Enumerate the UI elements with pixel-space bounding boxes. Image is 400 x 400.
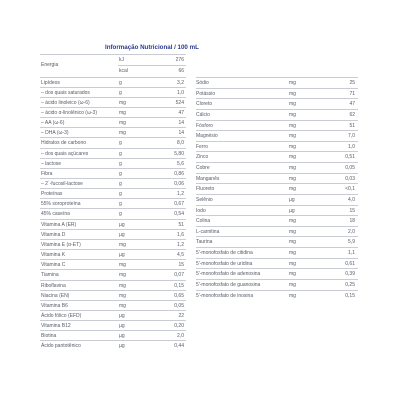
nutrient-name: Ferro xyxy=(196,143,208,150)
nutrient-value: 0,61 xyxy=(345,260,355,267)
nutrient-value: 0,67 xyxy=(174,201,184,208)
nutrient-value: 4,0 xyxy=(348,196,355,203)
nutrient-unit: mg xyxy=(289,250,296,257)
nutrient-unit: g xyxy=(119,211,122,218)
nutrient-unit: g xyxy=(119,89,122,96)
table-row xyxy=(196,205,358,216)
nutrient-name: 5'-monofosfato de guanosina xyxy=(196,281,261,288)
nutrient-name: – ácido α-linolênico (ω-3) xyxy=(41,109,97,116)
nutrient-name: Cloreto xyxy=(196,101,213,108)
nutrient-name: Hidratos de carbono xyxy=(41,140,87,147)
nutrient-name: Selênio xyxy=(196,196,213,203)
nutrient-unit: mg xyxy=(289,143,296,150)
nutrient-value: 7,0 xyxy=(348,133,355,140)
nutrient-unit: mg xyxy=(119,130,126,137)
table-row xyxy=(196,236,358,247)
nutrient-name: – DHA (ω-3) xyxy=(41,130,69,137)
nutrient-unit: mg xyxy=(289,122,296,129)
nutrient-unit: g xyxy=(119,191,122,198)
nutrient-unit: mg xyxy=(289,239,296,246)
nutrient-unit: µg xyxy=(119,231,125,238)
nutrient-unit: mg xyxy=(119,272,126,279)
nutrient-value: 0,07 xyxy=(174,272,184,279)
nutrient-name: Manganês xyxy=(196,175,220,182)
nutrient-value: 0,05 xyxy=(345,165,355,172)
nutrient-unit: mg xyxy=(289,260,296,267)
nutrient-value: 524 xyxy=(175,99,184,106)
table-row xyxy=(196,183,358,194)
nutrient-value: 5,80 xyxy=(174,150,184,157)
energy-kj-unit: kJ xyxy=(119,57,124,63)
nutrient-name: – dos quais saturados xyxy=(41,89,90,96)
nutrient-unit: mg xyxy=(289,271,296,278)
nutrient-unit: mg xyxy=(289,90,296,97)
nutrient-unit: g xyxy=(119,181,122,187)
nutrient-value: 22 xyxy=(178,312,184,319)
nutrient-unit: µg xyxy=(119,343,125,350)
nutrient-unit: µg xyxy=(119,252,125,259)
nutrient-unit: mg xyxy=(289,228,296,235)
nutrient-name: Sódio xyxy=(196,80,209,86)
nutrient-value: 0,06 xyxy=(174,181,184,187)
table-row xyxy=(196,247,358,258)
nutrient-value: 0,51 xyxy=(345,154,355,161)
nutrient-name: Proteínas xyxy=(41,191,63,198)
nutrient-name: Vitamina B12 xyxy=(41,323,71,330)
nutrient-name: Fósforo xyxy=(196,122,213,129)
nutrient-unit: µg xyxy=(289,196,295,203)
nutrient-value: 0,20 xyxy=(174,323,184,330)
nutrient-name: Cálcio xyxy=(196,111,210,118)
table-row xyxy=(196,194,358,205)
nutrient-value: 1,0 xyxy=(177,89,184,96)
nutrient-name: Vitamina A (ER) xyxy=(41,221,77,228)
nutrient-name: Vitamina B6 xyxy=(41,302,68,309)
nutrient-unit: µg xyxy=(119,333,125,340)
nutrient-value: 0,15 xyxy=(345,292,355,299)
energy-kcal-unit: kcal xyxy=(119,68,128,74)
nutrient-unit: mg xyxy=(119,292,126,299)
table-row xyxy=(196,109,358,120)
nutrient-unit: mg xyxy=(289,165,296,172)
nutrient-name: Potássio xyxy=(196,90,216,97)
nutrient-unit: g xyxy=(119,79,122,86)
table-row xyxy=(196,173,358,184)
nutrient-value: 8,0 xyxy=(177,140,184,147)
nutrient-unit: µg xyxy=(289,207,295,214)
nutrient-unit: g xyxy=(119,201,122,208)
energy-label: Energia xyxy=(41,62,59,68)
table-row xyxy=(196,151,358,162)
nutrient-name: 55% soroproteína xyxy=(41,201,81,208)
nutrient-unit: mg xyxy=(119,302,126,309)
nutrient-name: Taurina xyxy=(196,239,213,246)
table-row xyxy=(196,141,358,152)
nutrient-value: 5,6 xyxy=(177,160,184,167)
nutrient-unit: mg xyxy=(289,154,296,161)
nutrient-value: 1,0 xyxy=(348,143,355,150)
nutrient-unit: mg xyxy=(289,101,296,108)
nutrient-name: Ácido pantotênico xyxy=(41,343,81,350)
nutrient-name: Vitamina E (α-ET) xyxy=(41,241,81,248)
nutrient-value: 0,44 xyxy=(174,343,184,350)
nutrient-value: 14 xyxy=(178,130,184,137)
nutrient-unit: g xyxy=(119,140,122,147)
nutrient-value: 47 xyxy=(178,109,184,116)
nutrient-value: 62 xyxy=(349,111,355,118)
nutrient-value: 1,1 xyxy=(348,250,355,257)
nutrient-value: <0,1 xyxy=(345,186,355,193)
nutrient-value: 0,65 xyxy=(174,292,184,299)
nutrient-name: Vitamina D xyxy=(41,231,66,238)
nutrient-value: 14 xyxy=(178,120,184,127)
nutrient-name: Magnésio xyxy=(196,133,218,140)
table-row xyxy=(196,88,358,99)
nutrient-unit: mg xyxy=(119,262,126,269)
nutrient-unit: µg xyxy=(119,312,125,319)
energy-kcal-value: 66 xyxy=(178,68,184,74)
energy-kj-value: 276 xyxy=(175,57,184,63)
nutrient-name: Biotina xyxy=(41,333,57,340)
nutrient-value: 15 xyxy=(349,207,355,214)
nutrient-unit: g xyxy=(119,150,122,157)
nutrient-name: 5'-monofosfato de adenosina xyxy=(196,271,261,278)
nutrient-unit: mg xyxy=(119,120,126,127)
nutrient-unit: mg xyxy=(289,80,296,86)
nutrient-unit: mg xyxy=(289,175,296,182)
nutrient-name: 5'-monofosfato de uridina xyxy=(196,260,253,267)
table-row xyxy=(40,340,186,351)
nutrient-name: Vitamina C xyxy=(41,262,66,269)
nutrient-name: – ácido linoleico (ω-6) xyxy=(41,99,90,106)
nutrient-value: 25 xyxy=(349,80,355,86)
table-row xyxy=(196,258,358,269)
nutrient-value: 0,05 xyxy=(174,302,184,309)
nutrient-value: 51 xyxy=(349,122,355,129)
energy-row xyxy=(40,54,186,75)
nutrient-value: 51 xyxy=(178,221,184,228)
nutrient-value: 3,2 xyxy=(177,79,184,86)
nutrient-name: Iodo xyxy=(196,207,206,214)
nutrient-name: Cobre xyxy=(196,165,210,172)
nutrient-unit: mg xyxy=(119,282,126,289)
nutrient-value: 0,03 xyxy=(345,175,355,182)
nutrient-name: Tiamina xyxy=(41,272,59,279)
nutrient-name: Niacina (EN) xyxy=(41,292,70,299)
nutrient-name: Riboflavina xyxy=(41,282,66,289)
nutrient-unit: g xyxy=(119,170,122,177)
nutrient-name: Lipídeos xyxy=(41,79,60,86)
nutrient-name: Ácido fólico (EFD) xyxy=(41,312,82,319)
nutrient-value: 15 xyxy=(178,262,184,269)
energy-kj-row xyxy=(118,55,186,65)
nutrient-name: – 2´-fucosil-lactose xyxy=(41,181,83,187)
nutrient-value: 18 xyxy=(349,218,355,225)
nutrient-name: – dos quais açúcares xyxy=(41,150,89,157)
table-row xyxy=(196,162,358,173)
nutrient-name: Zinco xyxy=(196,154,209,161)
nutrient-unit: mg xyxy=(289,111,296,118)
table-row xyxy=(196,77,358,88)
table-row xyxy=(196,130,358,141)
nutrient-value: 0,54 xyxy=(174,211,184,218)
nutrient-value: 2,0 xyxy=(177,333,184,340)
nutrient-unit: mg xyxy=(119,241,126,248)
table-row xyxy=(196,268,358,279)
nutrient-value: 5,9 xyxy=(348,239,355,246)
table-row xyxy=(196,98,358,109)
nutrient-value: 0,15 xyxy=(174,282,184,289)
nutrient-name: L-carnitina xyxy=(196,228,220,235)
nutrient-value: 1,2 xyxy=(177,241,184,248)
nutrient-unit: g xyxy=(119,160,122,167)
nutrient-value: 4,5 xyxy=(177,252,184,259)
nutrient-name: 5'-monofosfato de citidina xyxy=(196,250,253,257)
nutrient-unit: mg xyxy=(289,281,296,288)
nutrient-unit: mg xyxy=(289,292,296,299)
nutrient-unit: µg xyxy=(119,221,125,228)
nutrient-unit: mg xyxy=(119,109,126,116)
nutrient-name: Fluoreto xyxy=(196,186,215,193)
nutrient-name: 5'-monofosfato de inosina xyxy=(196,292,254,299)
table-row xyxy=(196,279,358,290)
nutrient-unit: mg xyxy=(289,186,296,193)
nutrient-name: Colina xyxy=(196,218,211,225)
nutrient-unit: mg xyxy=(289,133,296,140)
nutrient-name: 45% caseína xyxy=(41,211,70,218)
nutrient-name: – lactose xyxy=(41,160,62,167)
table-row xyxy=(196,226,358,237)
energy-kcal-row xyxy=(118,65,186,76)
nutrient-value: 47 xyxy=(349,101,355,108)
nutrient-name: Vitamina K xyxy=(41,252,66,259)
nutrient-name: – AA (ω-6) xyxy=(41,120,65,127)
table-row xyxy=(196,290,358,301)
nutrient-name: Fibra xyxy=(41,170,53,177)
nutrient-unit: µg xyxy=(119,323,125,330)
nutrient-value: 71 xyxy=(349,90,355,97)
nutrient-value: 1,6 xyxy=(177,231,184,238)
nutrient-value: 0,25 xyxy=(345,281,355,288)
table-row xyxy=(196,120,358,131)
nutrient-unit: mg xyxy=(289,218,296,225)
nutrient-value: 0,86 xyxy=(174,170,184,177)
nutrient-value: 2,0 xyxy=(348,228,355,235)
nutrient-value: 0,39 xyxy=(345,271,355,278)
nutrient-value: 1,2 xyxy=(177,191,184,198)
nutrient-unit: mg xyxy=(119,99,126,106)
table-row xyxy=(196,215,358,226)
table-title: Informação Nutricional / 100 mL xyxy=(105,44,199,51)
